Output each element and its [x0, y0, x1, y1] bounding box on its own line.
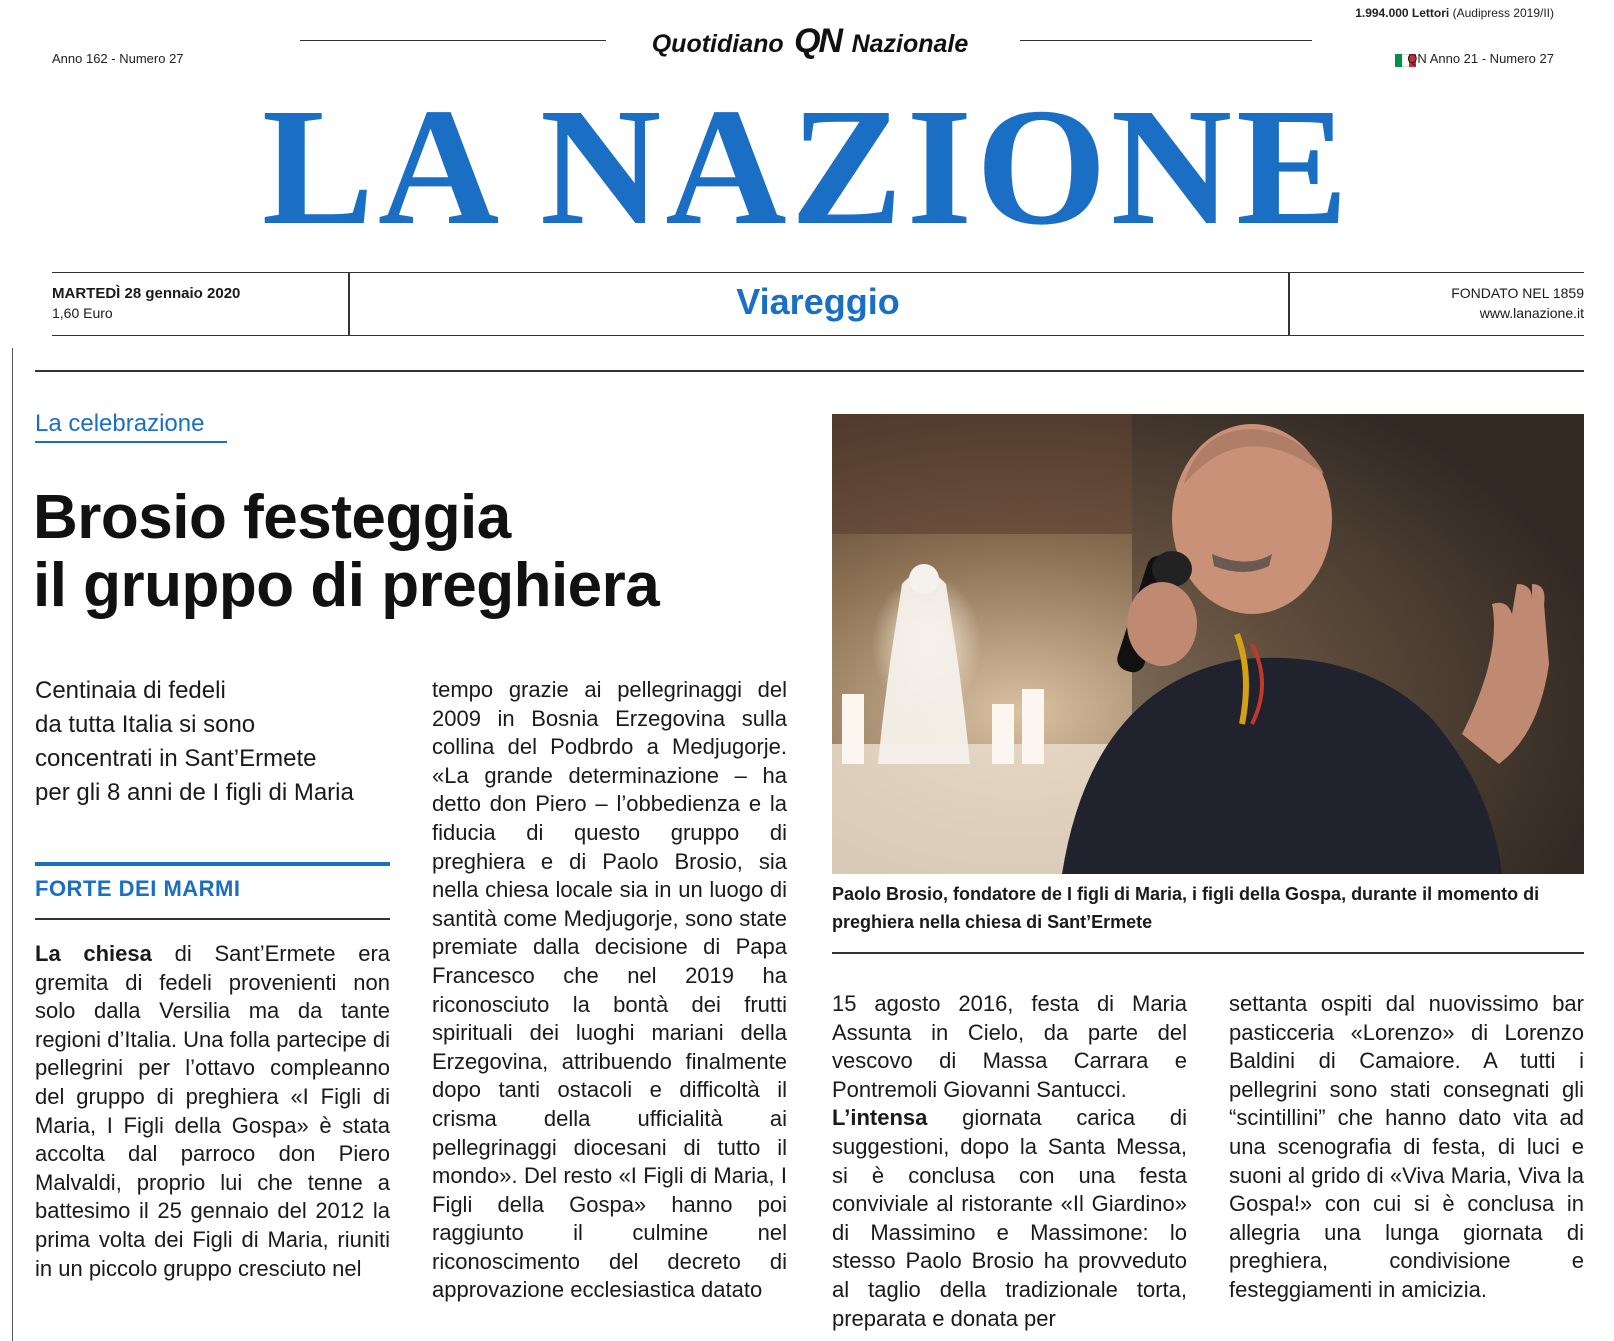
page-margin-line — [12, 348, 13, 1341]
article-column-3 — [832, 990, 1187, 1341]
column-3-text: giornata carica di suggestioni, dopo la Santa Messa, si è conclusa con una festa conviviale al ristorante «Il Giardino» di Massimino e Massimone: lo stesso Paolo Brosio ha provveduto al taglio della tradizionale torta, preparata e donata per — [832, 1105, 1187, 1331]
qn-rule-left — [300, 40, 606, 41]
article-column-4 — [1229, 990, 1584, 1341]
readers-count-note: (Audipress 2019/II) — [1452, 6, 1554, 20]
website-url: www.lanazione.it — [1479, 305, 1584, 321]
column-1-text: di Sant’Ermete era gremita di fedeli provenienti non solo dalla Versilia ma da tante regioni d’Italia. Una folla partecipe di pellegrini per l’ottavo compleanno del gruppo di preghiera «I Figli di Maria, I Figli della Gospa» è stata accolta dal parroco don Piero Malvaldi, proprio lui che tenne a battesimo il 25 gennaio del 2012 la prima volta dei Figli di Maria, riuniti in un piccolo gruppo cresciuto nel — [35, 941, 390, 1281]
founded-year: FONDATO NEL 1859 — [1451, 285, 1584, 301]
article-column-1 — [35, 940, 390, 1340]
issue-price: 1,60 Euro — [52, 305, 113, 321]
column-3-paragraph-1: 15 agosto 2016, festa di Maria Assunta in Cielo, da parte del vescovo di Massa Carrara e Pontremoli Giovanni Santucci. — [832, 991, 1187, 1102]
deck-line-3: concentrati in Sant’Ermete — [35, 745, 317, 772]
article-top-rule — [35, 370, 1584, 372]
deck-line-1: Centinaia di fedeli — [35, 677, 226, 704]
section-rule-bottom — [35, 918, 390, 920]
section-rule-top — [35, 862, 390, 866]
column-1-paragraph — [35, 940, 390, 1283]
qn-brand — [600, 22, 1020, 61]
kicker-underline — [35, 441, 227, 443]
datebar-separator-right — [1288, 273, 1290, 335]
article-column-2 — [432, 676, 787, 1341]
article-photo — [832, 414, 1584, 874]
masthead-title: LA NAZIONE — [261, 74, 1353, 260]
caption-rule — [832, 952, 1584, 954]
column-3-lead: L’intensa — [832, 1105, 928, 1131]
issue-date: MARTEDÌ 28 gennaio 2020 — [52, 285, 241, 302]
date-bar — [52, 272, 1584, 336]
anno-left: Anno 162 - Numero 27 — [52, 51, 184, 66]
qn-logo: QN — [794, 22, 842, 60]
qn-word-left: Quotidiano — [651, 30, 784, 58]
photo-illustration — [832, 414, 1584, 874]
headline-line-2: il gruppo di preghiera — [33, 551, 660, 620]
column-3-paragraph-2 — [832, 1104, 1187, 1333]
edition-name: Viareggio — [736, 281, 900, 322]
section-label: FORTE DEI MARMI — [35, 876, 241, 901]
readers-count-value: 1.994.000 Lettori — [1355, 6, 1450, 20]
column-2-text: tempo grazie ai pellegrinaggi del 2009 in Bosnia Erzegovina sulla collina del Podbrdo a Medjugorje. «La grande determinazione – ha detto don Piero – l’obbedienza e la fiducia di questo gruppo di preghiera e di Paolo Brosio, sia nella chiesa locale sia in un luogo di santità come Medjugorje, sono state premiate dalla decisione di Papa Francesco che nel 2019 ha riconosciuto la bontà dei frutti spirituali dei luoghi mariani della Erzegovina, attribuendo finalmente dopo tanti ostacoli e difficoltà il crisma della ufficialità ai pellegrinaggi diocesani di tutto il mondo». Del resto «I Figli di Maria, I Figli della Gospa» hanno poi raggiunto il culmine nel riconoscimento del decreto di approvazione ecclesiastica datato — [432, 677, 787, 1303]
headline-line-1: Brosio festeggia — [33, 483, 511, 552]
column-4-text: settanta ospiti dal nuovissimo bar pasticceria «Lorenzo» di Lorenzo Baldini di Camaiore. A tutti i pellegrini sono stati consegnati gli “scintillini” che hanno dato vita ad una scenografia di festa, di luci e suoni al grido di «Viva Maria, Viva la Gospa!» con cui si è conclusa in allegria una lunga giornata di preghiera, condivisione e festeggiamenti in amicizia. — [1229, 991, 1584, 1302]
qn-word-right: Nazionale — [851, 30, 969, 58]
deck-line-2: da tutta Italia si sono — [35, 711, 256, 738]
deck-line-4: per gli 8 anni de I figli di Maria — [35, 779, 354, 806]
article-deck — [35, 674, 395, 810]
article-headline — [33, 484, 813, 620]
photo-caption: Paolo Brosio, fondatore de I figli di Maria, i figli della Gospa, durante il momento di preghiera nella chiesa di Sant’Ermete — [832, 884, 1540, 932]
qn-rule-right — [1020, 40, 1312, 41]
flag-green — [1395, 54, 1402, 67]
column-1-lead: La chiesa — [35, 941, 152, 966]
anno-right: QN Anno 21 - Numero 27 — [1407, 51, 1554, 66]
readers-count — [1355, 6, 1554, 20]
article-kicker: La celebrazione — [35, 410, 205, 437]
